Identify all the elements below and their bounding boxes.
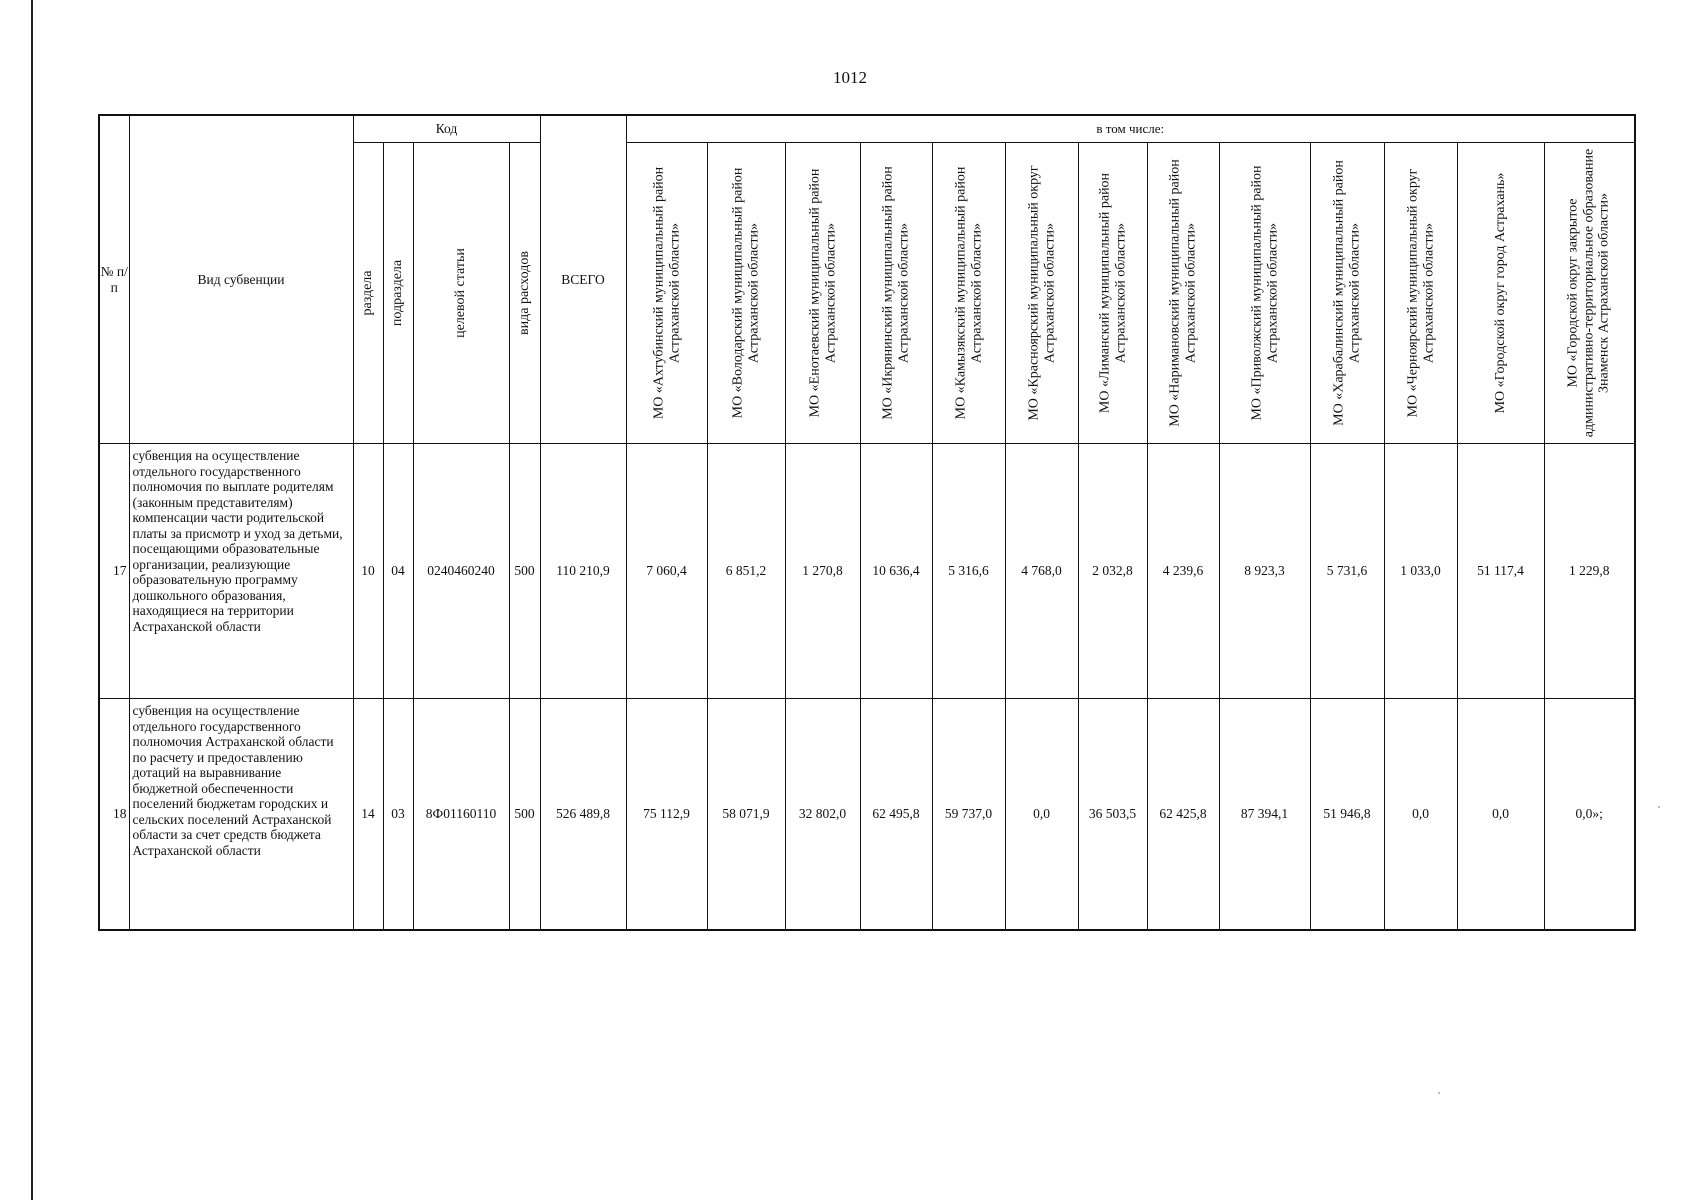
row-description: субвенция на осуществление отдельного государственного полномочия по выплате родителям (законным представителям) компенсации части родительской платы за присмотр и уход за детьми, посещающими образовательные организации, реализующие образовательную программу дошкольного образования, находящиеся на территории Астраханской области (129, 444, 353, 699)
total-header: ВСЕГО (540, 115, 626, 444)
scan-dot (1438, 1092, 1440, 1094)
municipality-header: МО «Володарский муниципальный район Астраханской области» (707, 143, 785, 444)
municipality-header: МО «Черноярский муниципальный округ Астраханской области» (1384, 143, 1457, 444)
municipality-header: МО «Приволжский муниципальный район Астраханской области» (1219, 143, 1310, 444)
value-cell: 75 112,9 (626, 699, 707, 931)
value-cell: 1 229,8 (1544, 444, 1635, 699)
value-cell: 1 033,0 (1384, 444, 1457, 699)
subvention-table (98, 114, 1636, 931)
municipality-header: МО «Камызякский муниципальный район Астраханской области» (932, 143, 1005, 444)
row-number: 18 (99, 699, 129, 931)
value-cell: 8 923,3 (1219, 444, 1310, 699)
municipality-header: МО «Наримановский муниципальный район Астраханской области» (1147, 143, 1219, 444)
value-cell: 5 731,6 (1310, 444, 1384, 699)
municipality-header: МО «Икрянинский муниципальный район Астраханской области» (860, 143, 932, 444)
value-cell: 1 270,8 (785, 444, 860, 699)
vid-cell: 500 (509, 699, 540, 931)
municipality-header: МО «Городской округ город Астрахань» (1457, 143, 1544, 444)
scan-dot (1658, 806, 1660, 808)
kod-vid-header: вида расходов (509, 143, 540, 444)
including-header: в том числе: (626, 115, 1635, 143)
value-cell: 36 503,5 (1078, 699, 1147, 931)
value-cell: 87 394,1 (1219, 699, 1310, 931)
value-cell: 2 032,8 (1078, 444, 1147, 699)
value-cell: 10 636,4 (860, 444, 932, 699)
value-cell: 51 946,8 (1310, 699, 1384, 931)
row-number: 17 (99, 444, 129, 699)
total-cell: 110 210,9 (540, 444, 626, 699)
value-cell: 0,0 (1457, 699, 1544, 931)
value-cell: 62 495,8 (860, 699, 932, 931)
kod-celevaya-header: целевой статьи (413, 143, 509, 444)
binding-line (31, 0, 33, 1200)
value-cell: 62 425,8 (1147, 699, 1219, 931)
celevaya-cell: 0240460240 (413, 444, 509, 699)
kod-razdel-header: раздела (353, 143, 383, 444)
vid-header: Вид субвенции (129, 115, 353, 444)
value-cell: 0,0 (1005, 699, 1078, 931)
total-cell: 526 489,8 (540, 699, 626, 931)
razdel-cell: 10 (353, 444, 383, 699)
value-cell: 6 851,2 (707, 444, 785, 699)
celevaya-cell: 8Ф01160110 (413, 699, 509, 931)
value-cell: 0,0 (1384, 699, 1457, 931)
value-cell: 4 768,0 (1005, 444, 1078, 699)
table-row (99, 444, 1635, 699)
page-number: 1012 (833, 68, 867, 87)
table-row (99, 699, 1635, 931)
podrazdel-cell: 04 (383, 444, 413, 699)
value-cell: 51 117,4 (1457, 444, 1544, 699)
value-cell: 59 737,0 (932, 699, 1005, 931)
value-cell: 5 316,6 (932, 444, 1005, 699)
municipality-header: МО «Ахтубинский муниципальный район Астраханской области» (626, 143, 707, 444)
kod-header: Код (353, 115, 540, 143)
podrazdel-cell: 03 (383, 699, 413, 931)
municipality-header: МО «Красноярский муниципальный округ Астраханской области» (1005, 143, 1078, 444)
municipality-header: МО «Лиманский муниципальный район Астраханской области» (1078, 143, 1147, 444)
razdel-cell: 14 (353, 699, 383, 931)
kod-podrazdel-header: подраздела (383, 143, 413, 444)
value-cell: 7 060,4 (626, 444, 707, 699)
row-description: субвенция на осуществление отдельного государственного полномочия Астраханской области по расчету и предоставлению дотаций на выравнивание бюджетной обеспеченности поселений бюджетам городских и сельских поселений Астраханской области за счет средств бюджета Астраханской области (129, 699, 353, 931)
value-cell: 0,0»; (1544, 699, 1635, 931)
vid-cell: 500 (509, 444, 540, 699)
value-cell: 32 802,0 (785, 699, 860, 931)
municipality-header: МО «Городской округ закрытое административно-территориальное образование Знаменск Астраханской области» (1544, 143, 1635, 444)
value-cell: 4 239,6 (1147, 444, 1219, 699)
num-header: № п/п (99, 115, 129, 444)
municipality-header: МО «Харабалинский муниципальный район Астраханской области» (1310, 143, 1384, 444)
municipality-header: МО «Енотаевский муниципальный район Астраханской области» (785, 143, 860, 444)
value-cell: 58 071,9 (707, 699, 785, 931)
